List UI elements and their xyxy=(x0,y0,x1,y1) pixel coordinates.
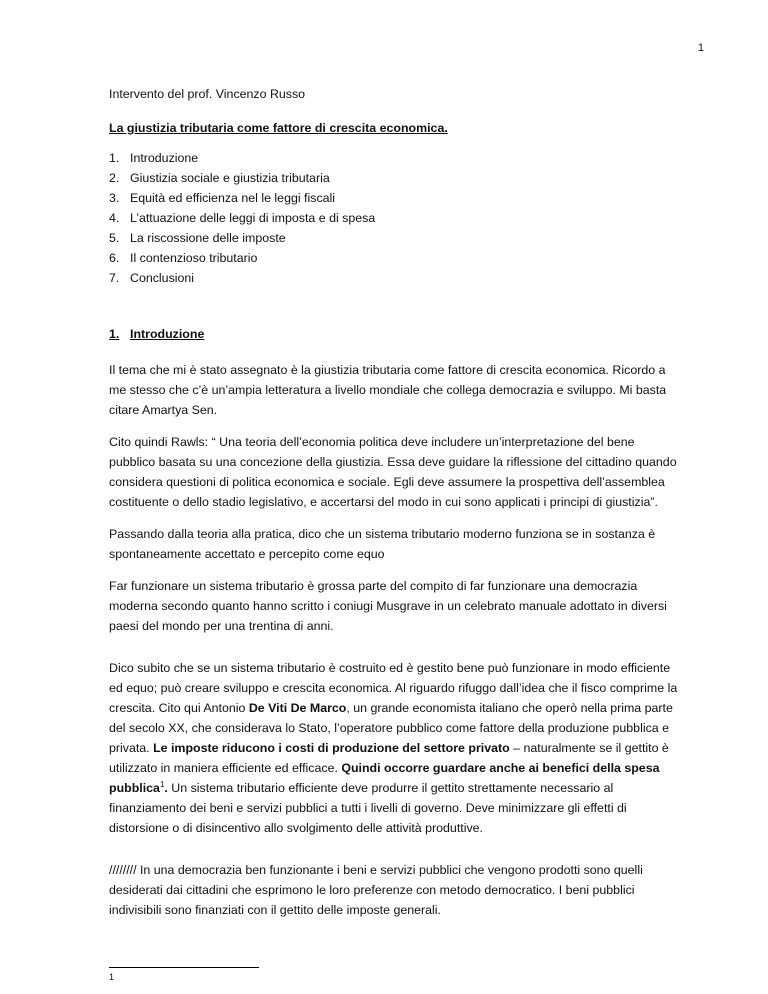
toc-number: 4. xyxy=(109,211,120,225)
bold-statement: Le imposte riducono i costi di produzione del settore privato xyxy=(153,741,510,755)
toc-label: Introduzione xyxy=(130,151,199,165)
text-run: – naturalmente se il gettito è utilizzato in maniera efficiente ed efficace. xyxy=(109,741,669,775)
toc-item xyxy=(109,148,679,168)
toc-number: 6. xyxy=(109,251,120,265)
text-run: Un sistema tributario efficiente deve produrre il gettito strettamente necessario al finanziamento dei beni e servizi pubblici a tutti i livelli di governo. Deve minimizzare gli effetti di distorsione o di disincentivo allo svolgimento delle attività produttive. xyxy=(109,781,627,835)
section-number: 1. xyxy=(109,327,120,341)
toc-item xyxy=(109,168,679,188)
paragraph-practice: Passando dalla teoria alla pratica, dico che un sistema tributario moderno funziona se in sostanza è spontaneamente accettato e percepito come equo xyxy=(109,527,656,561)
toc-number: 2. xyxy=(109,171,120,185)
bold-period: . xyxy=(164,781,168,795)
toc-item xyxy=(109,248,679,268)
toc-number: 1. xyxy=(109,151,120,165)
toc-label: L’attuazione delle leggi di imposta e di spesa xyxy=(130,211,376,225)
toc-item xyxy=(109,228,679,248)
section-heading xyxy=(109,324,679,344)
toc-label: Giustizia sociale e giustizia tributaria xyxy=(130,171,330,185)
toc-item xyxy=(109,188,679,208)
toc-item xyxy=(109,208,679,228)
paragraph-democracy: //////// In una democrazia ben funzionante i beni e servizi pubblici che vengono prodotti sono quelli desiderati dai cittadini che esprimono le loro preferenze con metodo democratico. I beni pubblici indivisibili sono finanziati con il gettito delle imposte generali. xyxy=(109,863,643,917)
toc-label: Equità ed efficienza nel le leggi fiscali xyxy=(130,191,336,205)
paragraph-rawls-quote: Cito quindi Rawls: “ Una teoria dell’economia politica deve includere un’interpretazione del bene pubblico basata su una concezione della giustizia. Essa deve guidare la riflessione del cittadino quando considera questioni di politica economica e sociale. Egli deve assumere la prospettiva dell’assemblea costituente o dello stadio legislativo, e accertarsi del modo in cui sono applicati i principi di giustizia”. xyxy=(109,435,677,509)
paragraph-de-viti xyxy=(109,658,679,838)
toc-label: Il contenzioso tributario xyxy=(130,251,258,265)
page-number: 1 xyxy=(697,42,704,54)
toc-number: 3. xyxy=(109,191,120,205)
text-run: Dico subito che se un sistema tributario è costruito ed è gestito bene può funzionare in modo efficiente ed equo; può creare sviluppo e crescita economica. Al riguardo rifuggo dall’idea che il fisco comprime la crescita. Cito qui Antonio xyxy=(109,661,678,715)
footnote-reference[interactable]: 1 xyxy=(159,779,165,789)
paragraph-intro: Il tema che mi è stato assegnato è la giustizia tributaria come fattore di crescita economica. Ricordo a me stesso che c’è un’ampia letteratura a livello mondiale che collega democrazia e sviluppo. Mi basta citare Amartya Sen. xyxy=(109,363,667,417)
toc-label: La riscossione delle imposte xyxy=(130,231,286,245)
section-title: Introduzione xyxy=(130,327,205,341)
paragraph-musgrave: Far funzionare un sistema tributario è grossa parte del compito di far funzionare una democrazia moderna secondo quanto hanno scritto i coniugi Musgrave in un celebrato manuale adottato in diversi paesi del mondo per una trentina di anni. xyxy=(109,579,667,633)
bold-statement: Quindi occorre guardare anche ai benefici della spesa pubblica xyxy=(109,761,660,795)
toc-number: 7. xyxy=(109,271,120,285)
text-run: , un grande economista italiano che operò nella prima parte del secolo XX, che considerava lo Stato, l’operatore pubblico come fattore della produzione pubblica e privata. xyxy=(109,701,673,755)
toc-number: 5. xyxy=(109,231,120,245)
bold-name: De Viti De Marco xyxy=(248,701,347,715)
toc-label: Conclusioni xyxy=(130,271,195,285)
table-of-contents xyxy=(109,148,679,288)
footnote-number: 1 xyxy=(109,972,115,982)
toc-item xyxy=(109,268,679,288)
document-body xyxy=(109,84,679,932)
document-title: La giustizia tributaria come fattore di crescita economica. xyxy=(109,121,448,135)
author-line: Intervento del prof. Vincenzo Russo xyxy=(109,87,306,101)
footnote-separator xyxy=(109,967,259,968)
